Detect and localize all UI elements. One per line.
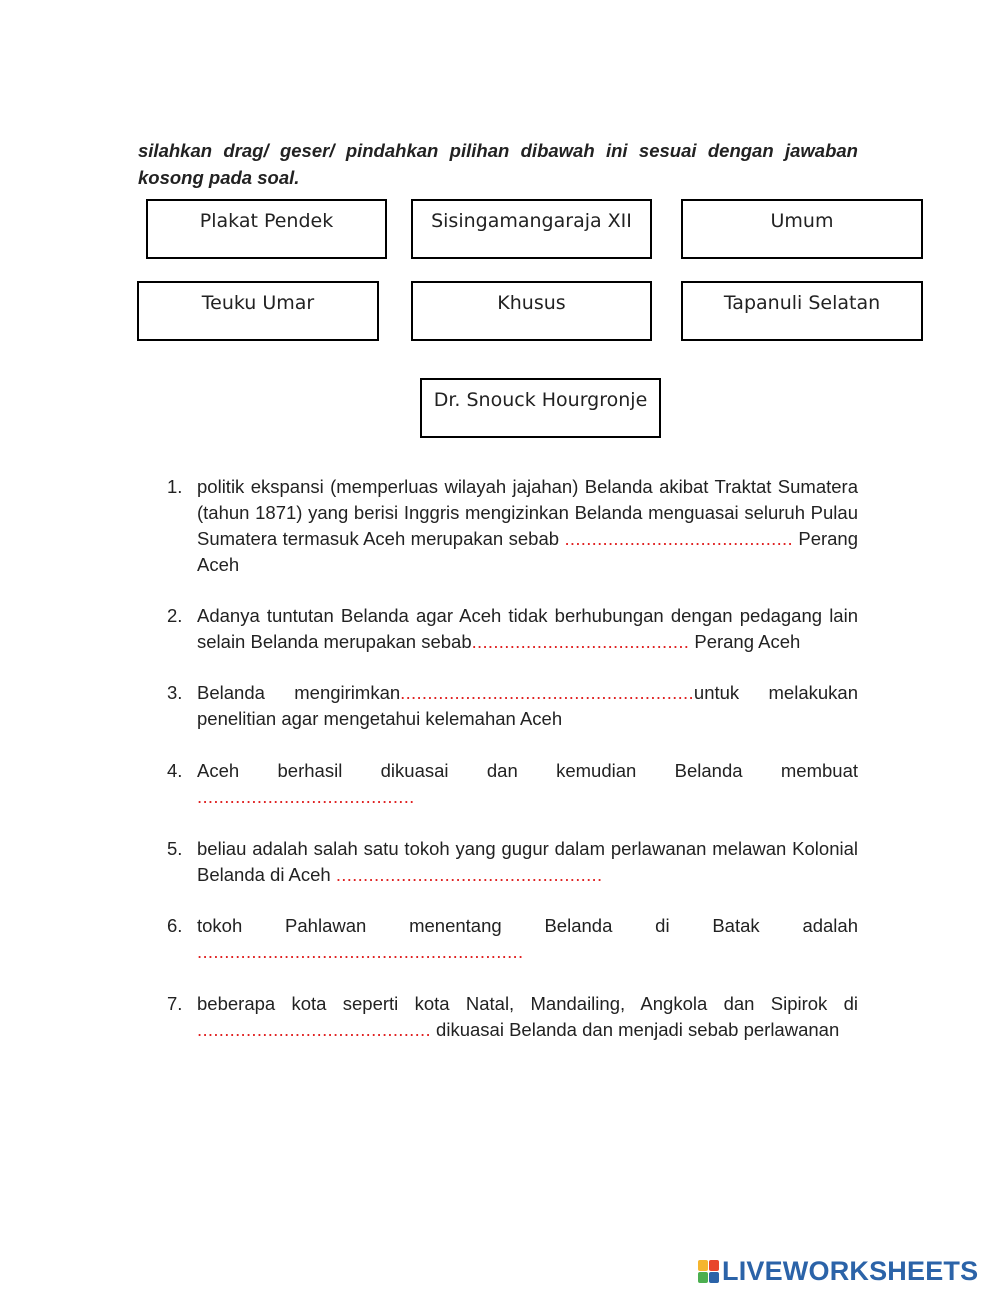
logo-cubes-icon <box>698 1260 719 1283</box>
answer-blank[interactable]: ........................................... <box>197 1019 431 1040</box>
answer-blank[interactable]: ........................................ <box>471 631 690 652</box>
option-khusus[interactable]: Khusus <box>411 281 652 341</box>
answer-blank[interactable]: .......................................... <box>564 528 793 549</box>
question-text: beberapa kota seperti kota Natal, Mandailing, Angkola dan Sipirok di <box>197 993 858 1014</box>
question-number: 1. <box>167 476 183 497</box>
option-teuku-umar[interactable]: Teuku Umar <box>137 281 379 341</box>
liveworksheets-logo <box>698 1255 978 1287</box>
question-item <box>167 758 858 810</box>
question-item <box>167 836 858 888</box>
question-number: 7. <box>167 993 183 1014</box>
question-text: beliau adalah salah satu tokoh yang gugur dalam perlawanan melawan Kolonial Belanda di Aceh <box>197 838 858 885</box>
option-plakat-pendek[interactable]: Plakat Pendek <box>146 199 387 259</box>
question-text-after: Perang Aceh <box>197 528 859 575</box>
question-item <box>167 680 858 732</box>
question-text: tokoh Pahlawan menentang Belanda di Batak adalah <box>197 915 858 936</box>
question-item <box>167 603 858 655</box>
question-number: 6. <box>167 915 183 936</box>
answer-blank[interactable]: ................................................. <box>335 864 603 885</box>
question-text-after: untuk melakukan penelitian agar mengetahui kelemahan Aceh <box>197 682 858 729</box>
question-number: 4. <box>167 760 183 781</box>
question-number: 3. <box>167 682 183 703</box>
question-number: 2. <box>167 605 183 626</box>
question-text: Aceh berhasil dikuasai dan kemudian Belanda membuat <box>197 760 858 781</box>
question-text: Adanya tuntutan Belanda agar Aceh tidak berhubungan dengan pedagang lain selain Belanda merupakan sebab <box>197 605 858 652</box>
instruction-text: silahkan drag/ geser/ pindahkan pilihan dibawah ini sesuai dengan jawaban kosong pada soal. <box>138 140 858 188</box>
answer-blank[interactable]: ...................................................... <box>400 682 694 703</box>
answer-blank[interactable]: ............................................................ <box>197 941 524 962</box>
option-dr-snouck-hourgronje[interactable]: Dr. Snouck Hourgronje <box>420 378 661 438</box>
question-number: 5. <box>167 838 183 859</box>
question-item <box>167 913 858 965</box>
question-text-after: Perang Aceh <box>689 631 801 652</box>
option-umum[interactable]: Umum <box>681 199 923 259</box>
brand-name: LIVEWORKSHEETS <box>722 1255 979 1286</box>
answer-blank[interactable]: ........................................ <box>197 786 415 807</box>
question-item <box>167 991 858 1043</box>
option-sisingamangaraja-xii[interactable]: Sisingamangaraja XII <box>411 199 652 259</box>
question-item <box>167 474 858 578</box>
question-text-after: dikuasai Belanda dan menjadi sebab perlawanan <box>430 1019 840 1040</box>
option-tapanuli-selatan[interactable]: Tapanuli Selatan <box>681 281 923 341</box>
question-text: politik ekspansi (memperluas wilayah jajahan) Belanda akibat Traktat Sumatera (tahun 1871) yang berisi Inggris mengizinkan Belanda menguasai seluruh Pulau Sumatera termasuk Aceh merupakan sebab <box>197 476 858 549</box>
question-text: Belanda mengirimkan <box>197 682 401 703</box>
